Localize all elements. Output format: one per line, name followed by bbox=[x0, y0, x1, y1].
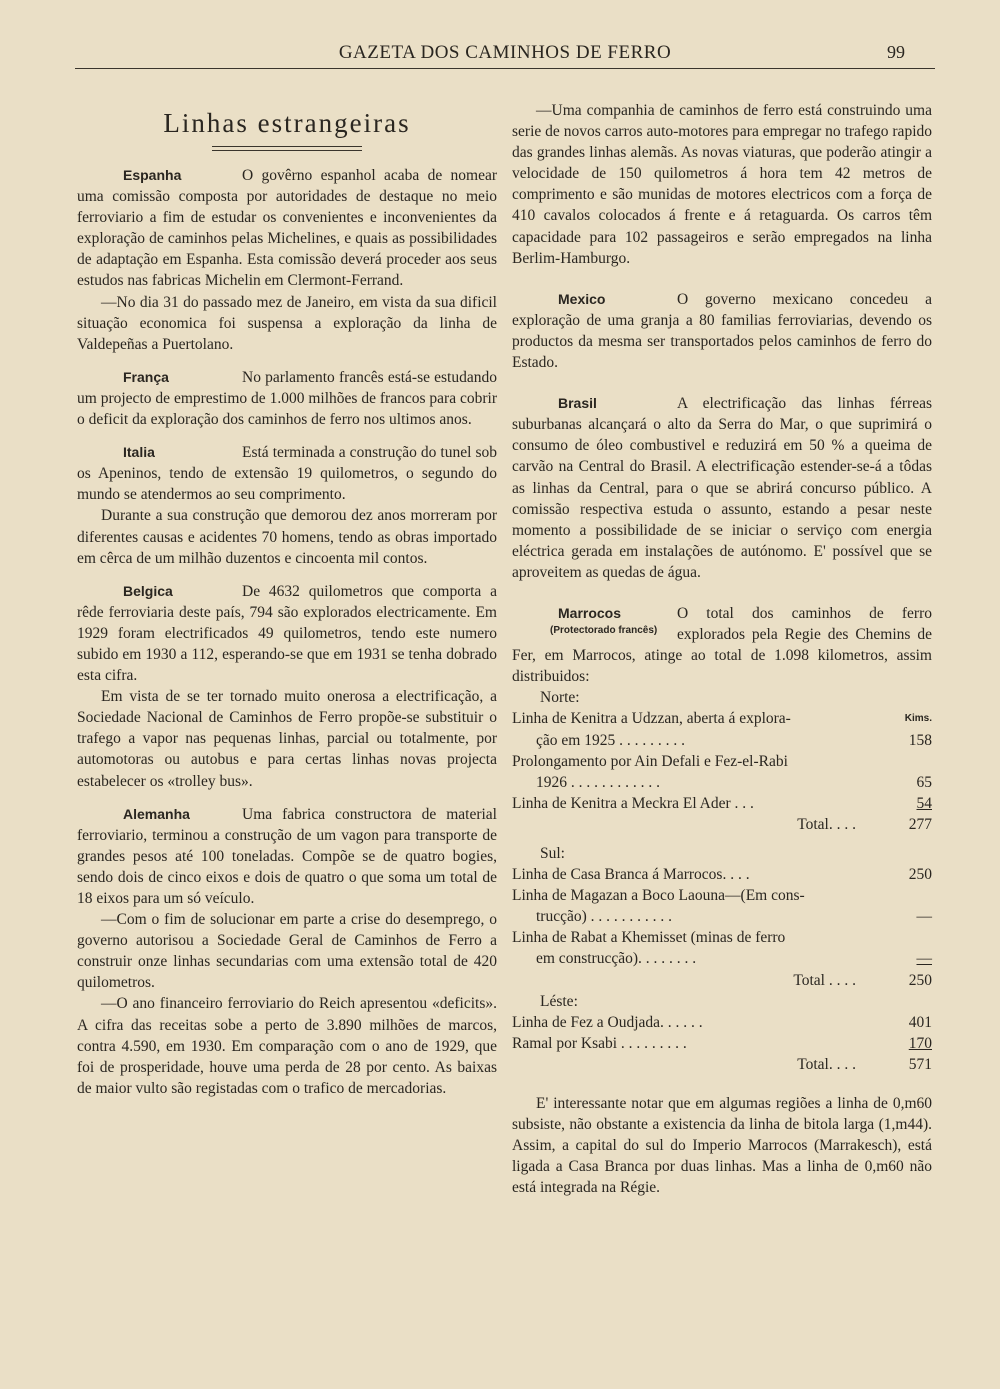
section-franca bbox=[77, 367, 497, 430]
country-heading: Belgica bbox=[123, 582, 173, 599]
table-value: 65 bbox=[916, 773, 932, 791]
total-row: Total. . . . 571 bbox=[512, 1054, 932, 1075]
table-value: 158 bbox=[908, 731, 932, 749]
table-row: 1926 . . . . . . . . . . . . 65 bbox=[512, 772, 932, 793]
page-number: 99 bbox=[887, 42, 905, 62]
table-row: ção em 1925 . . . . . . . . . 158 bbox=[512, 730, 932, 751]
country-heading: Brasil bbox=[558, 395, 597, 412]
publication-title: GAZETA DOS CAMINHOS DE FERRO bbox=[338, 42, 672, 63]
paragraph: —O ano financeiro ferroviario do Reich apresentou «deficits». A cifra das receitas sobe a perto de 3.890 milhões de marcos, contra 4.590, em 1930. Em comparação com o ano de 1929, que foi de prosperidade, houve uma perda de 28 por cento. As baixas de maior vulto são registadas com o trafico de mercadorias. bbox=[77, 995, 497, 1097]
table-row: trucção) . . . . . . . . . . . — bbox=[512, 906, 932, 927]
paragraph: E' interessante notar que em algumas regiões a linha de 0,m60 subsiste, não obstante a existencia da linha de bitola larga (1,m44). Assim, a capital do sul do Imperio Marrocos (Marrakesch), está ligada a Casa Branca por duas linhas. Mas a linha de 0,m60 não está integrada na Régie. bbox=[512, 1095, 932, 1197]
table-value: 250 bbox=[908, 866, 932, 884]
paragraph: —Com o fim de solucionar em parte a crise do desemprego, o governo autorisou a Sociedade Geral de Caminhos de Ferro a construir onze linhas secundarias com uma extensão total de 420 quilometros. bbox=[77, 911, 497, 992]
country-heading: Alemanha bbox=[123, 805, 190, 822]
table-row: Ramal por Ksabi . . . . . . . . . 170 bbox=[512, 1033, 932, 1054]
country-subtitle: (Protectorado francês) bbox=[550, 625, 658, 637]
paragraph: O total dos caminhos de ferro explorados pela Regie des Chemins de Fer, em Marrocos, atinge ao total de 1.098 kilometros, assim distribuidos: bbox=[512, 604, 932, 686]
table-value: 170 bbox=[908, 1034, 932, 1052]
section-alemanha bbox=[77, 804, 497, 1099]
section-espanha bbox=[77, 165, 497, 355]
region-heading: Léste: bbox=[540, 992, 578, 1010]
country-heading: Mexico bbox=[558, 290, 606, 307]
distance-table bbox=[512, 687, 932, 1075]
section-italia bbox=[77, 442, 497, 569]
country-name: Marrocos bbox=[558, 604, 622, 621]
paragraph: —No dia 31 do passado mez de Janeiro, em vista da sua dificil situação economica foi suspensa a exploração da linha de Valdepeñas a Puertolano. bbox=[77, 293, 497, 353]
table-row: em construcção). . . . . . . . — bbox=[512, 948, 932, 969]
section-marrocos bbox=[512, 603, 932, 1199]
table-line: Linha de Rabat a Khemisset (minas de ferro bbox=[512, 929, 786, 947]
section-belgica bbox=[77, 581, 497, 792]
table-value: 401 bbox=[908, 1013, 932, 1031]
total-value: 277 bbox=[908, 815, 932, 833]
unit-label: Kims. bbox=[904, 713, 932, 725]
table-line: Prolongamento por Ain Defali e Fez-el-Rabi bbox=[512, 752, 788, 770]
paragraph: Em vista de se ter tornado muito onerosa a electrificação, a Sociedade Nacional de Caminhos de Ferro propõe-se substituir o trafego a vapor nas pequenas linhas, parcial ou totalmente, por automotoras ou autobus e para certas linhas novas projecta estabelecer os «trolley bus». bbox=[77, 688, 497, 790]
table-value: — bbox=[916, 908, 932, 926]
paragraph: O governo mexicano concedeu a exploração de uma granja a 80 familias ferroviarias, devendo os productos da mesma ser transportados pelos caminhos de ferro do Estado. bbox=[512, 290, 932, 372]
paragraph: —Uma companhia de caminhos de ferro está construindo uma serie de novos carros auto-motores para empregar no trafego rapido das grandes linhas alemãs. As novas viaturas, que poderão atingir a velocidade de 150 quilometros á hora tem 42 metros de comprimento e são munidas de motores electricos com a força de 410 cavalos colocados á frente e á retaguarda. Os carros têm capacidade para 102 passageiros e serão empregados na linha Berlim-Hamburgo. bbox=[512, 102, 932, 267]
table-row: Linha de Casa Branca á Marrocos. . . . 250 bbox=[512, 864, 932, 885]
title-rule bbox=[212, 146, 362, 151]
paragraph: O govêrno espanhol acaba de nomear uma comissão composta por autoridades de destaque no meio ferroviario a fim de estudar os convenientes e inconvenientes da exploração de caminhos pelas Michelines, e quais as possibilidades de adaptação em Espanha. Esta comissão deverá proceder aos seus estudos nas fabricas Michelin em Clermont-Ferrand. bbox=[77, 167, 497, 290]
paragraph: Está terminada a construção do tunel sob os Apeninos, tendo de extensão 19 quilometros, o segundo do mundo se atendermos ao seu comprimento. bbox=[77, 444, 497, 504]
table-line: Linha de Magazan a Boco Laouna—(Em cons- bbox=[512, 887, 805, 905]
region-heading: Norte: bbox=[540, 689, 580, 707]
paragraph: Durante a sua construção que demorou dez anos morreram por diferentes causas e acidentes 70 homens, tendo as obras importado em cêrca de um milhão duzentos e cincoenta mil contos. bbox=[77, 507, 497, 567]
country-heading: Italia bbox=[123, 444, 155, 461]
paragraph: A electrificação das linhas férreas suburbanas alcançará o alto da Serra do Mar, o que suprimirá o consumo de óleo combustivel e reduzirá em 50 % a queima de carvão na Central do Brasil. A electrificação estender-se-á a tôdas as linhas da Central, para o que se abrirá concurso público. A comissão respectiva estuda o assunto, estando a pesar neste momento a possibilidade de se iniciar o serviço com energia eléctrica gerada em instalações de autónomo. E' possível que se aproveitem as quedas de água. bbox=[512, 395, 932, 581]
total-value: 571 bbox=[908, 1055, 932, 1073]
left-column bbox=[77, 100, 497, 1099]
page-header bbox=[75, 38, 935, 69]
country-heading bbox=[512, 603, 677, 637]
total-value: 250 bbox=[908, 971, 932, 989]
country-heading: Espanha bbox=[123, 167, 182, 183]
total-row: Total. . . . 277 bbox=[512, 814, 932, 835]
section-brasil bbox=[512, 393, 932, 583]
paragraph: De 4632 quilometros que comporta a rêde ferroviaria deste país, 794 são explorados electricamente. Em 1929 foram electrificados 49 quilometros, tendo este numero subido em 1930 a 112, esperando-se que em 1931 se tenha dobrado esta cifra. bbox=[77, 582, 497, 685]
table-row: Linha de Fez a Oudjada. . . . . . 401 bbox=[512, 1012, 932, 1033]
paragraph: Uma fabrica constructora de material ferroviario, terminou a construção de um vagon para transporte de grandes pesos até 100 toneladas. Compõe se de quatro bogies, sendo dois de cinco eixos e dois de quatro o que soma um total de 18 eixos para um só veículo. bbox=[77, 805, 497, 907]
country-heading: França bbox=[123, 368, 169, 385]
paragraph: No parlamento francês está-se estudando um projecto de emprestimo de 1.000 milhões de francos para cobrir o deficit da exploração dos caminhos de ferro nos ultimos anos. bbox=[77, 368, 497, 429]
table-value: — bbox=[916, 950, 932, 968]
table-row: Linha de Kenitra a Meckra El Ader . . . 54 bbox=[512, 793, 932, 814]
table-value: 54 bbox=[916, 794, 932, 812]
region-heading: Sul: bbox=[540, 845, 565, 862]
table-line: Linha de Kenitra a Udzzan, aberta á explora- bbox=[512, 710, 791, 728]
section-mexico bbox=[512, 289, 932, 373]
total-row: Total . . . . 250 bbox=[512, 970, 932, 991]
article-title: Linhas estrangeiras bbox=[163, 108, 411, 138]
right-column bbox=[512, 100, 932, 1199]
